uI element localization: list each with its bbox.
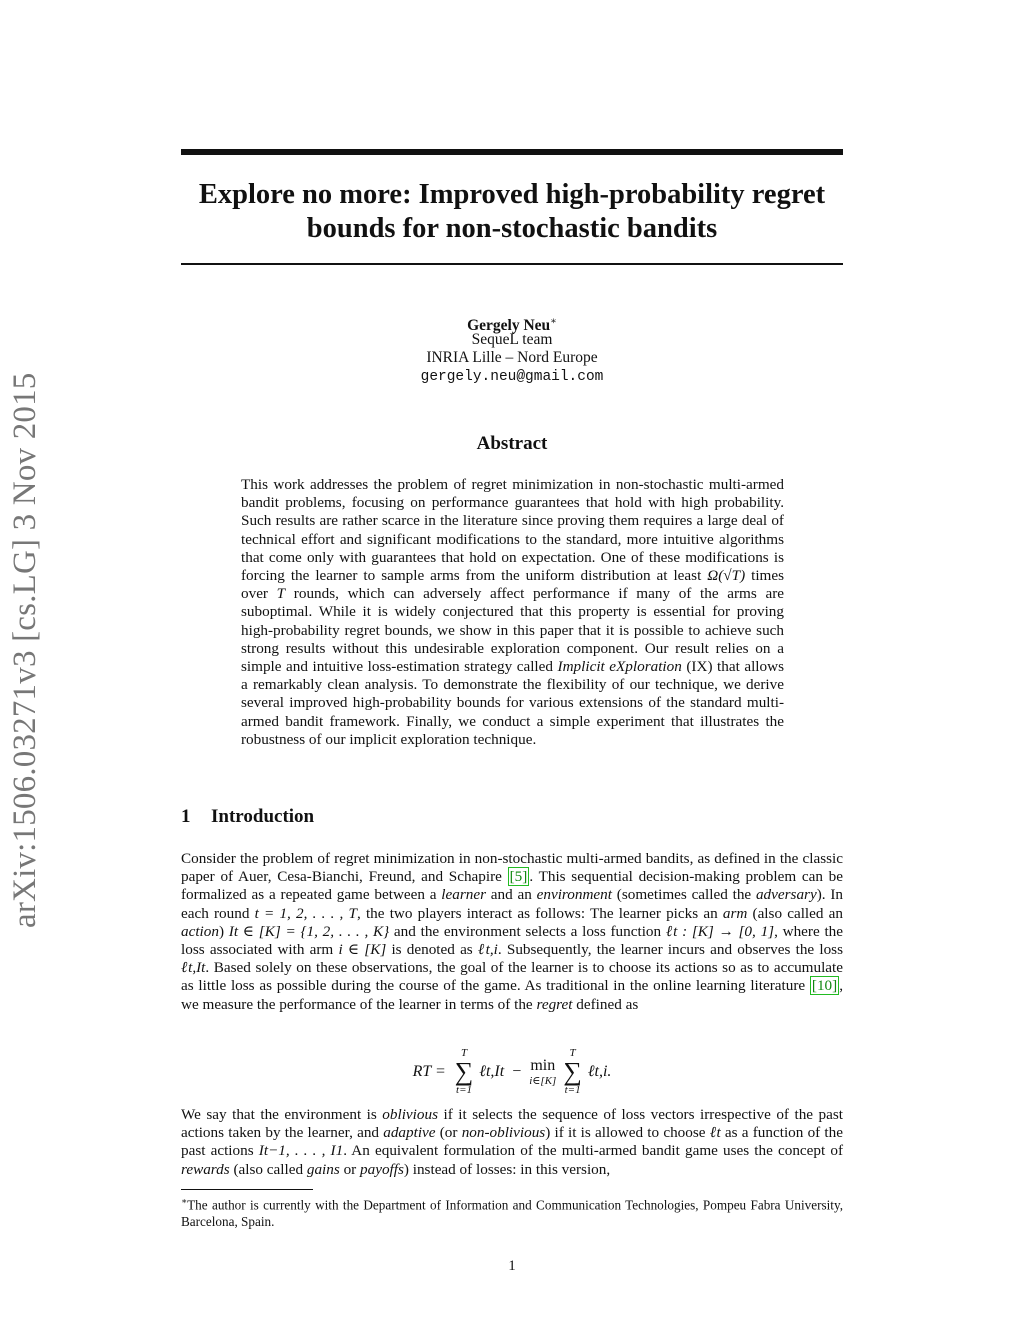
math-loss-t: ℓt <box>709 1124 721 1142</box>
intro-text: . Based solely on these observations, the goal of the learner is to choose its actions so as to accumulate as little loss as possible during the course of the game. As traditional in the online learning literature <box>181 959 843 995</box>
term-non-oblivious: non-oblivious <box>461 1124 546 1142</box>
intro-text: and an <box>486 886 537 904</box>
paper-title: Explore no more: Improved high-probability regret bounds for non-stochastic bandits <box>198 179 826 244</box>
eq-min-sub: i∈[K] <box>529 1074 557 1087</box>
abstract-text-c: rounds, which can adversely affect performance if many of the arms are suboptimal. While it is widely conjectured that this property is essential for proving high-probability regret bounds, we show in this paper that it is possible to achieve such strong results without this undesirable exploration component. Our result relies on a simple and intuitive loss-estimation strategy called <box>241 585 784 676</box>
term-arm: arm <box>722 904 748 922</box>
intro-text: (or <box>435 1124 462 1142</box>
eq-sum-2 <box>563 1048 582 1096</box>
intro-text: defined as <box>572 995 639 1013</box>
math-rounds: t = 1, 2, . . . , T <box>254 904 357 922</box>
intro-text: as a function of the past actions <box>181 1124 843 1160</box>
eq-min <box>529 1057 556 1087</box>
term-gains: gains <box>306 1160 340 1178</box>
term-regret: regret <box>536 995 573 1013</box>
page-number: 1 <box>508 1258 516 1274</box>
eq-lhs: RT = <box>412 1063 446 1080</box>
intro-text: ). In each round <box>181 886 843 922</box>
section-title: Introduction <box>211 806 315 827</box>
title-top-rule <box>181 149 843 155</box>
term-action: action <box>181 922 219 940</box>
math-loss-function: ℓt : [K] → [0, 1] <box>665 922 775 940</box>
title-bottom-rule <box>181 263 843 265</box>
footnote-rule <box>181 1189 313 1190</box>
eq-sum-1 <box>455 1048 474 1096</box>
eq-sum-2-lower: t=1 <box>564 1084 581 1096</box>
math-arm-index: i ∈ [K] <box>338 941 387 959</box>
term-oblivious: oblivious <box>382 1106 438 1123</box>
intro-text: . Subsequently, the learner incurs and observes the loss <box>497 941 843 959</box>
intro-text: if it selects the sequence of loss vectors irrespective of the past actions taken by the learner, and <box>181 1106 843 1142</box>
intro-text: ) if it is allowed to choose <box>545 1124 710 1142</box>
intro-text: , we measure the performance of the learner in terms of the <box>181 977 843 1013</box>
eq-sum-1-symbol: ∑ <box>454 1057 474 1086</box>
footnote-mark: ∗ <box>181 1196 188 1206</box>
intro-text: and the environment selects a loss function <box>389 922 666 940</box>
intro-text: (also called <box>229 1160 307 1178</box>
term-rewards: rewards <box>181 1160 230 1178</box>
eq-term-1: ℓt,It <box>479 1063 505 1080</box>
intro-text: We say that the environment is <box>181 1106 383 1123</box>
intro-text: . An equivalent formulation of the multi-armed bandit game uses the concept of <box>343 1142 844 1160</box>
eq-sum-2-upper: T <box>569 1047 576 1059</box>
eq-minus: − <box>512 1063 522 1080</box>
author-team: SequeL team <box>471 331 553 348</box>
citation-10-link[interactable]: [10] <box>811 977 838 995</box>
intro-paragraph-2 <box>181 1106 843 1179</box>
abstract-heading: Abstract <box>476 433 548 454</box>
intro-text: is denoted as <box>386 941 478 959</box>
eq-sum-1-lower: t=1 <box>456 1084 473 1096</box>
author-name-text: Gergely Neu <box>467 317 551 335</box>
abstract-body <box>241 476 784 749</box>
eq-term-2: ℓt,i. <box>587 1063 612 1080</box>
abstract-text-a: This work addresses the problem of regret minimization in non-stochastic multi-armed bandit problems, focusing on performance guarantees that hold with high probability. Such results are rather scarce in the literature since proving them requires a large deal of technical effort and significant modifications to the standard, more intuitive algorithms that come only with guarantees that hold on expectation. One of these modifications is forcing the learner to sample arms from the uniform distribution at least <box>241 476 784 585</box>
math-loss-ti: ℓt,i <box>477 941 498 959</box>
math-action-set: It ∈ [K] = {1, 2, . . . , K} <box>228 922 390 940</box>
footnote-text: The author is currently with the Department of Information and Communication Technologies, Pompeu Fabra University, Barcelona, Spain. <box>181 1197 843 1229</box>
intro-text: Consider the problem of regret minimization in non-stochastic multi-armed bandits, as defined in the classic paper of Auer, Cesa-Bianchi, Freund, and Schapire <box>181 850 843 886</box>
abstract-text-b: times over <box>241 567 785 603</box>
intro-text: , where the loss associated with arm <box>181 922 844 959</box>
math-loss-tIt: ℓt,It <box>181 959 206 977</box>
intro-paragraph-1 <box>181 850 843 1014</box>
regret-equation <box>181 1042 843 1102</box>
term-environment: environment <box>536 886 612 904</box>
term-payoffs: payoffs <box>360 1160 404 1178</box>
intro-text: or <box>339 1160 361 1178</box>
section-number: 1 <box>181 806 191 827</box>
intro-text: (also called an <box>747 904 843 922</box>
intro-text: ) <box>218 922 229 940</box>
term-adversary: adversary <box>755 886 817 904</box>
footnote <box>181 1193 843 1230</box>
arxiv-side-stamp: arXiv:1506.03271v3 [cs.LG] 3 Nov 2015 <box>7 372 43 928</box>
section-heading <box>181 806 314 828</box>
eq-sum-2-symbol: ∑ <box>563 1057 582 1086</box>
intro-text: . This sequential decision-making problem can be formalized as a repeated game between a <box>181 868 843 904</box>
intro-text: ) instead of losses: in this version, <box>403 1160 611 1178</box>
intro-text: , the two players interact as follows: The learner picks an <box>356 904 723 922</box>
abstract-T-math: T <box>276 585 286 603</box>
term-adaptive: adaptive <box>383 1124 436 1142</box>
term-learner: learner <box>441 886 487 904</box>
abstract-omega-math: Ω(√T) <box>707 567 746 585</box>
eq-sum-1-upper: T <box>460 1047 468 1059</box>
abstract-text-d: (IX) that allows a remarkably clean analysis. To demonstrate the flexibility of our technique, we derive several improved high-probability bounds for various extensions of the standard multi-armed bandit framework. Finally, we conduct a simple experiment that illustrates the robustness of our implicit exploration technique. <box>241 658 784 748</box>
intro-text: (sometimes called the <box>611 886 756 904</box>
citation-5-link[interactable]: [5] <box>509 868 528 886</box>
eq-min-label: min <box>530 1057 556 1075</box>
author-email[interactable]: gergely.neu@gmail.com <box>420 369 604 385</box>
author-affiliation: INRIA Lille – Nord Europe <box>426 349 598 366</box>
math-past-actions: It−1, . . . , I1 <box>258 1142 344 1160</box>
author-footnote-mark: ∗ <box>550 316 557 327</box>
abstract-ix-name: Implicit eXploration <box>557 658 682 676</box>
